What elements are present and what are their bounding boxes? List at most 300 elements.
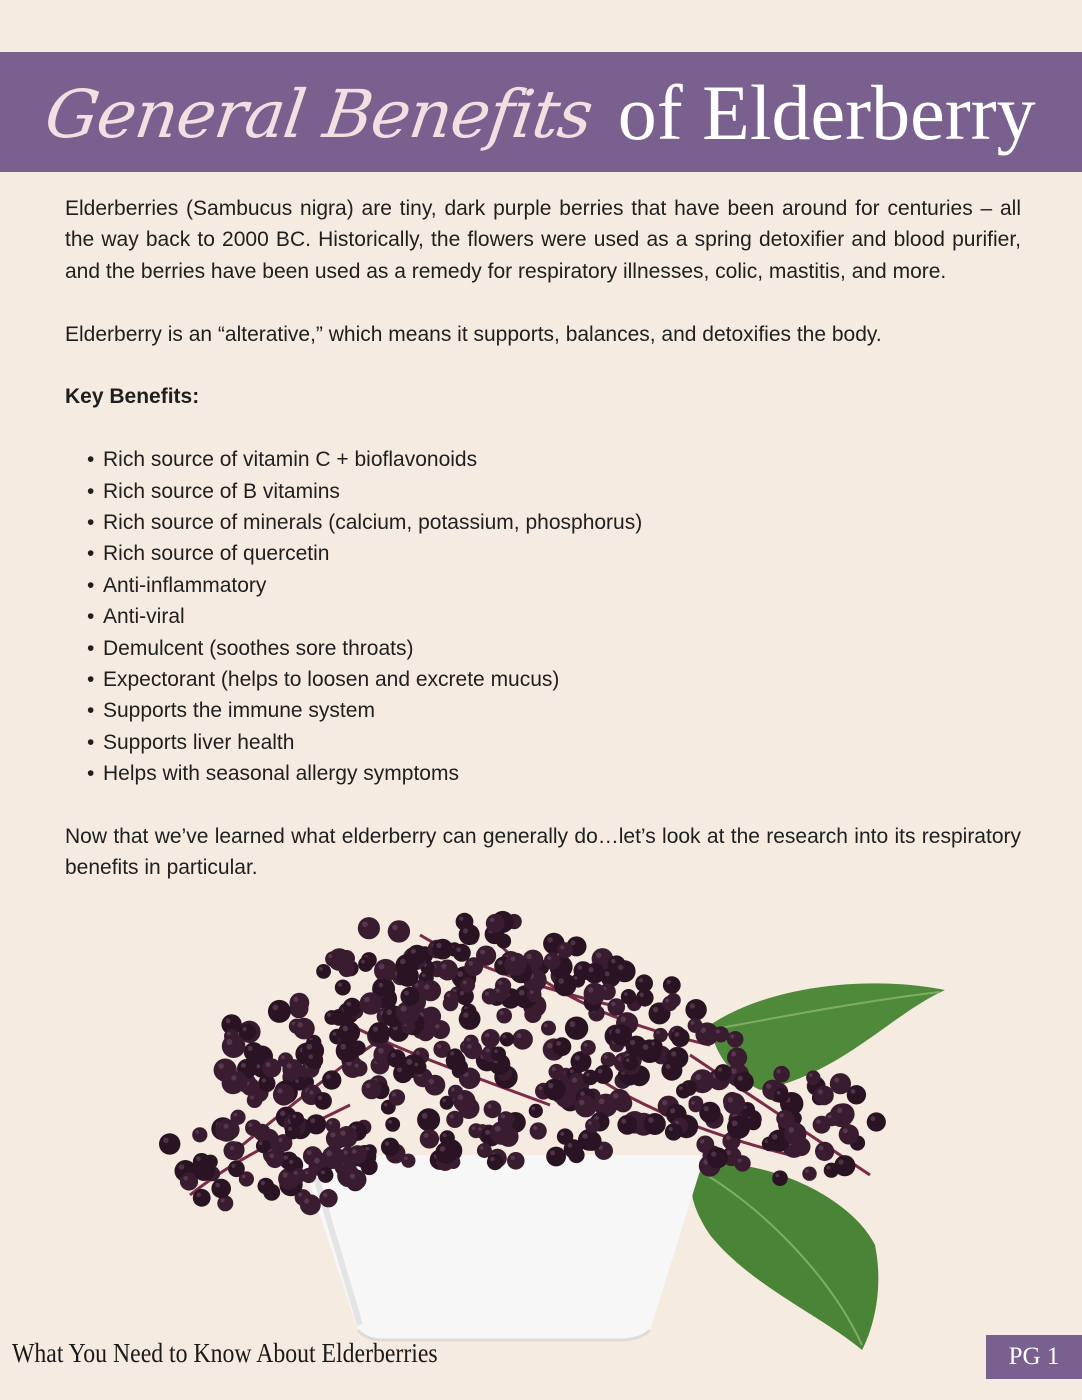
berry-highlight	[668, 1127, 672, 1131]
berry-highlight	[248, 1046, 253, 1051]
berry-highlight	[690, 1003, 695, 1008]
berry-highlight	[620, 1017, 626, 1023]
berry-highlight	[224, 1124, 229, 1129]
berry-highlight	[732, 1120, 738, 1126]
berry-highlight	[500, 1011, 504, 1015]
berry-highlight	[816, 1119, 821, 1124]
berry-highlight	[538, 1086, 542, 1090]
berry	[464, 957, 483, 976]
berry	[245, 1120, 262, 1137]
berry-highlight	[468, 961, 473, 966]
berry-highlight	[364, 997, 370, 1003]
berry	[723, 1093, 745, 1115]
berry-highlight	[582, 1133, 587, 1138]
berry	[444, 991, 459, 1006]
intro-paragraph: Elderberries (Sambucus nigra) are tiny, dark purple berries that have been around for centuries – all the way back to 2000 BC. Historically, the flowers were used as a spring detoxifier and blood purifier, and the berries have been used as a remedy for respiratory illnesses, colic, mastitis, and more.	[65, 197, 1021, 283]
berry-highlight	[429, 1079, 434, 1084]
berry-highlight	[366, 1083, 371, 1088]
berry	[412, 1060, 427, 1075]
berry-highlight	[298, 1022, 303, 1027]
berry-highlight	[467, 1044, 472, 1049]
berry-highlight	[350, 1174, 355, 1179]
berry	[688, 1018, 703, 1033]
berry	[336, 1126, 358, 1148]
berry-highlight	[704, 1106, 709, 1111]
berry	[727, 1031, 744, 1048]
berry-highlight	[480, 950, 485, 955]
berry-highlight	[195, 1130, 199, 1134]
berry	[401, 1154, 415, 1168]
berry	[544, 953, 561, 970]
berry	[806, 1070, 820, 1084]
benefit-item: • Anti-inflammatory	[87, 570, 1021, 601]
berry-highlight	[250, 1096, 254, 1100]
berry	[417, 1108, 440, 1131]
berry	[453, 944, 471, 962]
berry-highlight	[532, 1107, 536, 1111]
berry	[557, 942, 573, 958]
berry-highlight	[218, 1063, 224, 1069]
berry	[387, 1049, 406, 1068]
elderberry-bowl-image	[150, 905, 950, 1355]
berry-highlight	[242, 1175, 246, 1179]
berry-highlight	[196, 1157, 200, 1161]
berry	[609, 1089, 631, 1111]
berry-highlight	[527, 954, 532, 959]
berry-highlight	[560, 946, 564, 950]
berry	[734, 1072, 754, 1092]
berry-highlight	[221, 1199, 225, 1203]
benefit-item: • Expectorant (helps to loosen and excrete mucus)	[87, 664, 1021, 695]
berry-highlight	[278, 1138, 282, 1142]
berry-highlight	[547, 1043, 553, 1049]
berry-highlight	[330, 1132, 335, 1137]
berry-highlight	[443, 1133, 447, 1137]
berry-highlight	[558, 978, 564, 984]
berry-highlight	[460, 991, 464, 995]
berry-highlight	[819, 1146, 824, 1151]
berry-highlight	[580, 1091, 585, 1096]
berry	[318, 1167, 334, 1183]
berry-highlight	[584, 1043, 588, 1047]
berry-highlight	[691, 1021, 695, 1025]
berry-highlight	[226, 1039, 232, 1045]
berry-highlight	[728, 1097, 733, 1102]
berry-highlight	[347, 1002, 352, 1007]
berry	[400, 987, 419, 1006]
berry-highlight	[293, 997, 298, 1002]
berry-highlight	[280, 1111, 285, 1116]
berry	[425, 1075, 446, 1096]
berry-highlight	[656, 1031, 660, 1035]
berry	[553, 1037, 572, 1056]
berry-highlight	[338, 983, 342, 987]
berry-highlight	[766, 1084, 771, 1089]
berry-highlight	[243, 1027, 247, 1031]
berry	[316, 964, 331, 979]
berry-highlight	[282, 1172, 287, 1177]
berry	[319, 1189, 337, 1207]
berry-highlight	[361, 960, 365, 964]
berry-highlight	[392, 1092, 396, 1096]
berry-highlight	[805, 1169, 809, 1173]
berry-highlight	[615, 1029, 620, 1034]
berry-highlight	[575, 1055, 580, 1060]
berry-highlight	[451, 1088, 455, 1092]
berry	[565, 1017, 588, 1040]
berry-highlight	[321, 1171, 325, 1175]
berry	[530, 1122, 547, 1139]
berry	[867, 1112, 886, 1131]
berry	[192, 1127, 207, 1142]
berry-highlight	[415, 1063, 419, 1067]
berry	[477, 1143, 492, 1158]
berry	[671, 1028, 690, 1047]
berry-highlight	[731, 1052, 736, 1057]
berry-highlight	[379, 964, 385, 970]
berry	[322, 1146, 345, 1169]
berry	[490, 1121, 514, 1145]
berry-highlight	[307, 1044, 313, 1050]
benefit-item: • Rich source of quercetin	[87, 538, 1021, 569]
berry-highlight	[640, 993, 644, 997]
berry-highlight	[530, 990, 534, 994]
berry-highlight	[283, 1155, 288, 1160]
berry	[644, 1113, 666, 1135]
berry-highlight	[327, 1013, 331, 1017]
berry-highlight	[851, 1089, 856, 1094]
berry-highlight	[588, 987, 593, 992]
berry	[219, 1120, 239, 1140]
berry-highlight	[662, 1100, 667, 1105]
benefit-item: • Supports liver health	[87, 727, 1021, 758]
berry	[773, 1066, 790, 1083]
berry-highlight	[579, 1100, 584, 1105]
benefit-item: • Rich source of B vitamins	[87, 476, 1021, 507]
berry-highlight	[605, 971, 610, 976]
berry-highlight	[277, 1088, 282, 1093]
berry-highlight	[362, 922, 368, 928]
berry-highlight	[424, 984, 429, 989]
berry-highlight	[463, 981, 467, 985]
berry-highlight	[544, 1024, 548, 1028]
berry	[584, 983, 606, 1005]
berry-highlight	[463, 928, 468, 933]
berry-highlight	[234, 1113, 238, 1117]
berry-highlight	[323, 1193, 328, 1198]
berry-highlight	[340, 1130, 345, 1135]
berry	[343, 998, 362, 1017]
berry	[389, 1089, 405, 1105]
berry	[290, 993, 310, 1013]
berry-highlight	[289, 1160, 293, 1164]
page-number-badge: PG 1	[986, 1335, 1082, 1379]
berry	[813, 1116, 831, 1134]
berry	[420, 980, 441, 1001]
berry-highlight	[366, 1147, 370, 1151]
berry	[375, 979, 393, 997]
berry-highlight	[262, 1078, 266, 1082]
berry-highlight	[498, 960, 503, 965]
berry	[211, 1179, 231, 1199]
berry-highlight	[230, 1146, 234, 1150]
berry-highlight	[472, 1126, 476, 1130]
berry	[460, 978, 475, 993]
berry-highlight	[618, 965, 624, 971]
berry	[226, 1142, 244, 1160]
berry-highlight	[843, 1128, 848, 1133]
berry-highlight	[355, 1064, 359, 1068]
berry-highlight	[392, 925, 398, 931]
berry	[549, 1064, 565, 1080]
berry-highlight	[273, 1005, 279, 1011]
berry-highlight	[588, 967, 593, 972]
berry-highlight	[373, 1026, 378, 1031]
berry-highlight	[404, 1156, 408, 1160]
berry	[584, 963, 605, 984]
footer-document-title: What You Need to Know About Elderberries	[12, 1338, 438, 1368]
berry-highlight	[436, 943, 441, 948]
berry-highlight	[385, 1141, 390, 1146]
berry	[715, 1064, 732, 1081]
berry	[325, 951, 341, 967]
berry-highlight	[670, 1108, 675, 1113]
berry	[273, 1084, 295, 1106]
berry-highlight	[309, 1090, 313, 1094]
berry	[447, 1048, 463, 1064]
berry	[159, 1133, 180, 1154]
berry-highlight	[598, 1069, 603, 1074]
berry-highlight	[780, 1113, 784, 1117]
key-benefits-heading: Key Benefits:	[65, 385, 200, 409]
berry	[774, 1088, 789, 1103]
berry	[727, 1116, 750, 1139]
berry-highlight	[494, 1049, 498, 1053]
berry-highlight	[384, 1103, 388, 1107]
berry-highlight	[621, 1119, 626, 1124]
berry	[291, 1168, 306, 1183]
berry-highlight	[586, 1073, 590, 1077]
berry	[608, 998, 626, 1016]
berry-highlight	[665, 999, 669, 1003]
berry	[772, 1170, 788, 1186]
berry	[432, 939, 453, 960]
berry	[734, 1155, 750, 1171]
berry	[512, 1029, 533, 1050]
berry-highlight	[711, 1152, 716, 1157]
alterative-paragraph: Elderberry is an “alterative,” which means it supports, balances, and detoxifies the body.	[65, 322, 882, 346]
berry	[527, 987, 542, 1002]
berry-highlight	[630, 1040, 635, 1045]
berry-highlight	[738, 1159, 742, 1163]
berry	[362, 1079, 382, 1099]
berry-highlight	[231, 1164, 235, 1168]
berry-highlight	[653, 1007, 658, 1012]
berry-highlight	[459, 916, 463, 920]
benefit-item: • Helps with seasonal allergy symptoms	[87, 758, 1021, 789]
berry-highlight	[295, 1079, 299, 1083]
berry-highlight	[550, 1151, 555, 1156]
berry-highlight	[326, 1150, 332, 1156]
title-script-text: General Benefits	[40, 75, 598, 153]
berry-highlight	[738, 1076, 743, 1081]
berry-highlight	[695, 1074, 701, 1080]
berry	[685, 999, 706, 1020]
berry-highlight	[490, 918, 495, 923]
berry-highlight	[288, 1127, 292, 1131]
berry-highlight	[400, 959, 406, 965]
benefit-item: • Rich source of vitamin C + bioflavonoids	[87, 444, 1021, 475]
berry	[648, 1039, 662, 1053]
berry-highlight	[310, 1118, 315, 1123]
berry	[830, 1073, 851, 1094]
berry	[239, 1024, 256, 1041]
berry-highlight	[730, 1034, 734, 1038]
berry	[351, 1060, 367, 1076]
berry	[482, 988, 498, 1004]
berry-highlight	[596, 953, 601, 958]
berry	[581, 1040, 596, 1055]
berry-highlight	[485, 1130, 490, 1135]
berry	[227, 1071, 248, 1092]
benefit-item: • Anti-viral	[87, 601, 1021, 632]
berry-highlight	[611, 959, 616, 964]
berry	[395, 954, 418, 977]
berry-highlight	[406, 1059, 412, 1065]
berry-highlight	[498, 981, 502, 985]
berry-highlight	[196, 1193, 200, 1197]
berry-highlight	[352, 1149, 357, 1154]
berry	[601, 1052, 616, 1067]
berry	[336, 1039, 359, 1062]
benefit-item: • Supports the immune system	[87, 695, 1021, 726]
berry-highlight	[626, 1058, 630, 1062]
berry	[388, 920, 410, 942]
benefit-item: • Rich source of minerals (calcium, potassium, phosphorus)	[87, 507, 1021, 538]
berry-highlight	[560, 1132, 564, 1136]
berry-highlight	[533, 1126, 537, 1130]
berry-highlight	[440, 1146, 446, 1152]
berry-highlight	[456, 947, 461, 952]
berry-highlight	[716, 1030, 720, 1034]
berry-highlight	[293, 1115, 297, 1119]
berry	[285, 1124, 301, 1140]
berry	[815, 1142, 834, 1161]
berry	[193, 1189, 211, 1207]
berry	[486, 914, 505, 933]
berry-highlight	[828, 1115, 832, 1119]
berry-highlight	[511, 957, 516, 962]
berry	[446, 1111, 463, 1128]
berry-highlight	[387, 1010, 392, 1015]
berry-highlight	[266, 1062, 271, 1067]
berry-highlight	[490, 1157, 494, 1161]
berry-highlight	[700, 1139, 704, 1143]
berry-highlight	[319, 967, 323, 971]
berry	[385, 1117, 400, 1132]
berry	[507, 1152, 525, 1170]
berry-highlight	[437, 1044, 441, 1048]
berry-highlight	[726, 1136, 731, 1141]
berry-highlight	[834, 1077, 839, 1082]
berry-highlight	[281, 1055, 285, 1059]
berry	[420, 1129, 439, 1148]
berry-highlight	[789, 1127, 795, 1133]
berry-highlight	[648, 1117, 654, 1123]
berry-highlight	[809, 1073, 813, 1077]
berry	[554, 974, 577, 997]
berry	[500, 1032, 514, 1046]
berry	[268, 1000, 291, 1023]
berry-highlight	[501, 1114, 505, 1118]
berry-highlight	[294, 1171, 298, 1175]
berry	[611, 1024, 632, 1045]
berry-highlight	[577, 965, 582, 970]
berry	[305, 1051, 324, 1070]
berry-highlight	[818, 1089, 823, 1094]
berry	[662, 996, 677, 1011]
berry-highlight	[342, 1026, 348, 1032]
berry-highlight	[261, 1181, 265, 1185]
berry-highlight	[519, 990, 525, 996]
berry-highlight	[547, 956, 551, 960]
berry-highlight	[547, 937, 552, 942]
berry-highlight	[401, 1006, 407, 1012]
berry	[665, 1123, 682, 1140]
berry	[369, 1022, 390, 1043]
berry-highlight	[485, 1033, 490, 1038]
berry-highlight	[326, 1074, 331, 1079]
berry-highlight	[570, 1021, 576, 1027]
berry-highlight	[314, 1158, 320, 1164]
berry	[564, 1139, 583, 1158]
berry	[676, 1083, 691, 1098]
berry-highlight	[556, 1041, 561, 1046]
berry-highlight	[332, 1032, 336, 1036]
berry-highlight	[215, 1183, 220, 1188]
berry	[814, 1086, 834, 1106]
berry-highlight	[604, 1055, 608, 1059]
berry-highlight	[450, 1114, 454, 1118]
berry	[614, 960, 636, 982]
berry	[529, 1104, 543, 1118]
berry	[507, 953, 526, 972]
berry-highlight	[422, 1113, 428, 1119]
berry	[541, 1021, 556, 1036]
berry-highlight	[772, 1134, 778, 1140]
berry	[839, 1124, 859, 1144]
berry-highlight	[643, 1044, 649, 1050]
berry-highlight	[639, 978, 643, 982]
closing-paragraph: Now that we’ve learned what elderberry can generally do…let’s look at the research into its respiratory benefits in particular.	[65, 825, 1021, 880]
berry-highlight	[391, 1053, 396, 1058]
berry-highlight	[304, 1198, 309, 1203]
berry	[585, 1118, 600, 1133]
berry-highlight	[318, 1096, 322, 1100]
berry-highlight	[256, 1064, 260, 1068]
berry-highlight	[777, 1069, 781, 1073]
berry-highlight	[552, 1067, 556, 1071]
berry	[623, 1055, 638, 1070]
berry	[491, 1047, 506, 1062]
berry-highlight	[478, 1127, 482, 1131]
berry	[776, 1110, 793, 1127]
berry	[487, 1154, 503, 1170]
berry	[381, 1138, 400, 1157]
berry-highlight	[775, 1174, 779, 1178]
berry	[193, 1153, 211, 1171]
berry-highlight	[570, 1069, 574, 1073]
